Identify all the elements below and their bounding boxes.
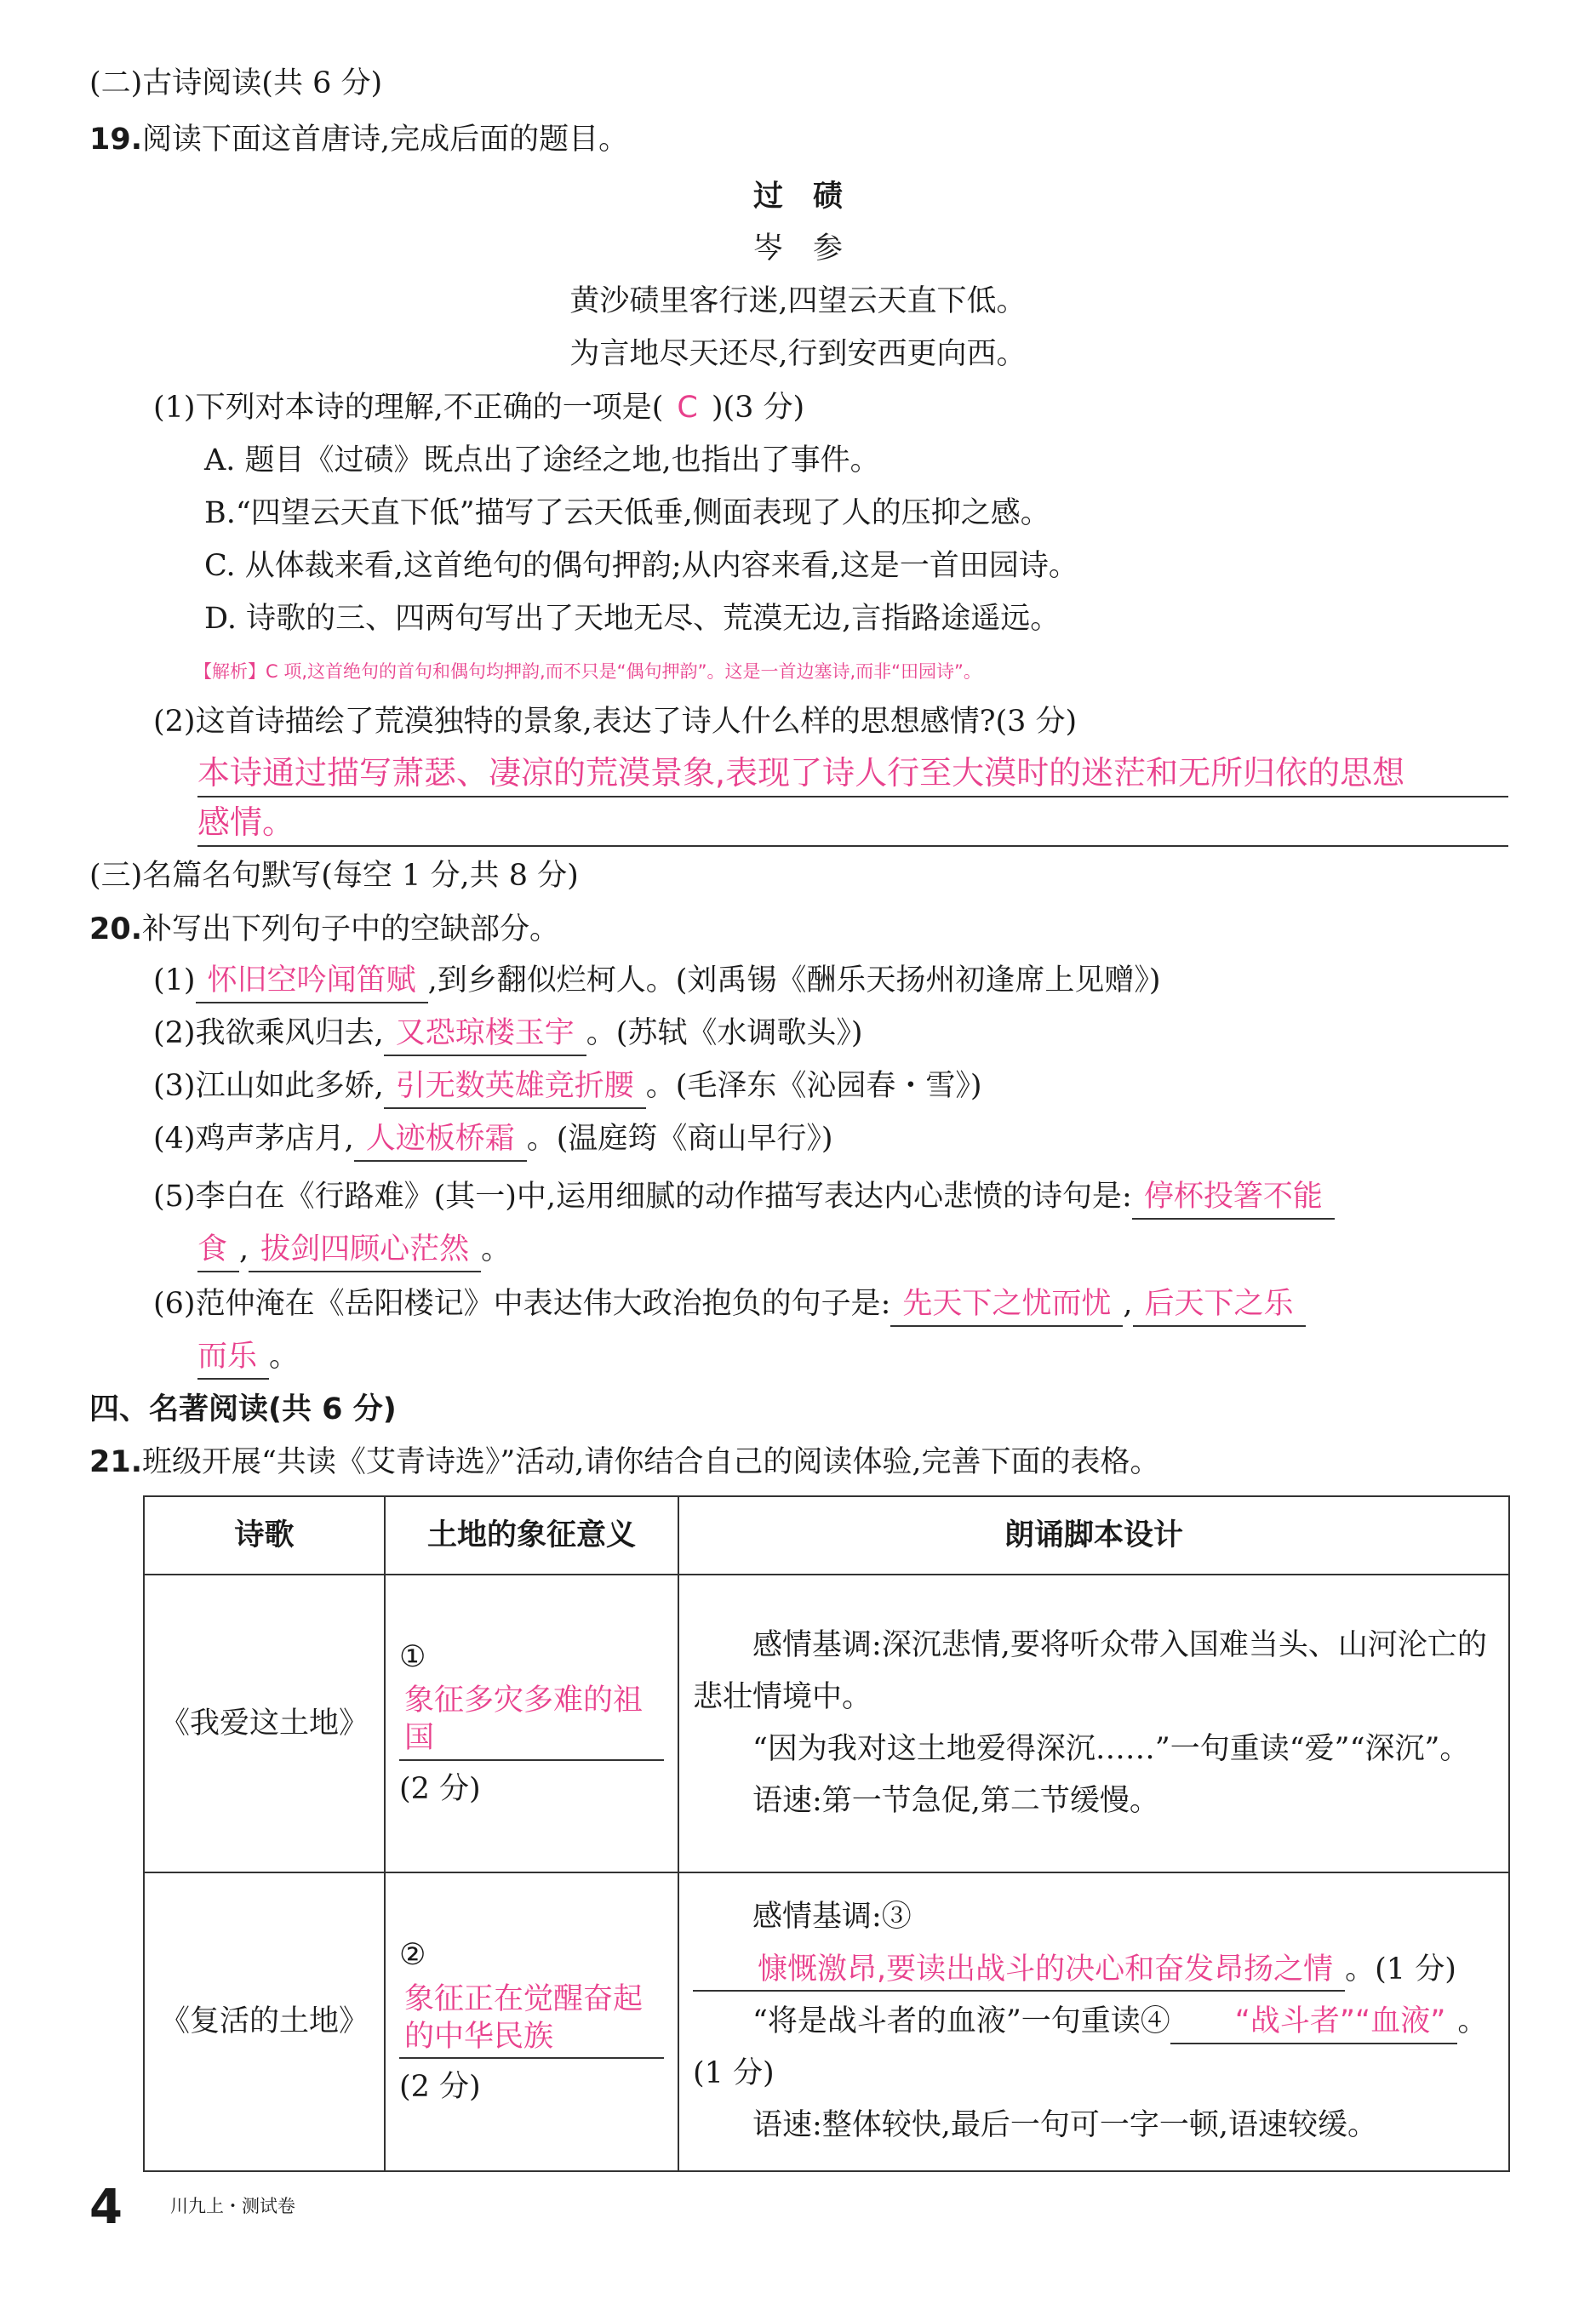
script-line: “因为我对这土地爱得深沉……”一句重读“爱”“深沉”。 xyxy=(752,1732,1470,1766)
poem-author: 岑 参 xyxy=(752,232,843,266)
script-cell xyxy=(678,1872,1509,2171)
fill-answer: 食 xyxy=(197,1232,239,1272)
answer-19-2-line-1: 本诗通过描写萧瑟、凄凉的荒漠景象,表现了诗人行至大漠时的迷茫和无所归依的思想 xyxy=(197,754,1405,792)
fill-answer: 停杯投箸不能 xyxy=(1132,1179,1335,1220)
item-text: (1) xyxy=(153,963,196,998)
fill-item-1 xyxy=(153,958,1161,1003)
question-text: 班级开展“共读《艾青诗选》”活动,请你结合自己的阅读体验,完善下面的表格。 xyxy=(142,1445,1160,1479)
score-text: )(3 分) xyxy=(711,391,805,425)
table-header: 土地的象征意义 xyxy=(385,1496,678,1575)
choice-answer: C xyxy=(677,391,698,425)
script-line xyxy=(693,1891,1495,1996)
item-text: 。(苏轼《水调歌头》) xyxy=(586,1016,863,1050)
script-line: 感情基调:深沉悲情,要将听众带入国难当头、山河沦亡的悲壮情境中。 xyxy=(693,1627,1487,1714)
question-19-2: (2)这首诗描绘了荒漠独特的景象,表达了诗人什么样的思想感情?(3 分) xyxy=(153,705,1078,739)
poem-name-cell: 《我爱这土地》 xyxy=(144,1575,385,1872)
table-header: 朗诵脚本设计 xyxy=(678,1496,1509,1575)
score-text: (2 分) xyxy=(399,2070,481,2105)
fill-answer: 引无数英雄竞折腰 xyxy=(384,1068,646,1109)
fill-answer: 后天下之乐 xyxy=(1133,1286,1306,1327)
script-line: 语速:整体较快,最后一句可一字一顿,语速较缓。 xyxy=(752,2108,1378,2143)
question-text: 阅读下面这首唐诗,完成后面的题目。 xyxy=(142,123,629,157)
footer-label: 川九上・测试卷 xyxy=(170,2196,295,2216)
question-text: 补写出下列句子中的空缺部分。 xyxy=(142,912,560,946)
fill-answer: 拔剑四顾心茫然 xyxy=(249,1232,481,1272)
fill-answer: 人迹板桥霜 xyxy=(354,1121,527,1162)
section-heading-poetry: (二)古诗阅读(共 6 分) xyxy=(89,66,383,100)
question-number: 20. xyxy=(89,912,143,946)
page-number: 4 xyxy=(89,2180,123,2235)
question-text: (1)下列对本诗的理解,不正确的一项是( xyxy=(153,391,664,425)
fill-item-2 xyxy=(153,1011,863,1056)
symbol-cell xyxy=(385,1872,678,2171)
reading-table xyxy=(143,1495,1510,2172)
table-row xyxy=(144,1872,1509,2171)
score-text: (2 分) xyxy=(399,1771,481,1806)
fill-answer: 慷慨激昂,要读出战斗的决心和奋发昂扬之情 xyxy=(693,1952,1345,1992)
poem-line-2: 为言地尽天还尽,行到安西更向西。 xyxy=(569,337,1027,371)
item-text: ,到乡翻似烂柯人。(刘禹锡《酬乐天扬州初逢席上见赠》) xyxy=(427,963,1161,998)
item-text: (4)鸡声茅店月, xyxy=(153,1122,354,1156)
item-text: , xyxy=(239,1232,249,1266)
question-19-1 xyxy=(153,386,804,431)
answer-19-2-line-2: 感情。 xyxy=(197,803,295,841)
option-a: A. 题目《过碛》既点出了途经之地,也指出了事件。 xyxy=(204,443,880,477)
question-20 xyxy=(89,907,559,952)
table-header-row xyxy=(144,1496,1509,1575)
item-text: 。 xyxy=(481,1232,512,1266)
answer-rule xyxy=(197,845,1508,847)
fill-answer: 而乐 xyxy=(197,1339,269,1380)
item-text: (6)范仲淹在《岳阳楼记》中表达伟大政治抱负的句子是: xyxy=(153,1287,891,1321)
option-c: C. 从体裁来看,这首绝句的偶句押韵;从内容来看,这是一首田园诗。 xyxy=(204,549,1078,583)
fill-answer: 象征正在觉醒奋起的中华民族 xyxy=(399,1981,664,2060)
fill-answer: 又恐琼楼玉宇 xyxy=(384,1015,586,1056)
fill-item-5 xyxy=(153,1175,1335,1220)
fill-answer: 象征多灾多难的祖国 xyxy=(399,1683,664,1761)
table-header: 诗歌 xyxy=(144,1496,385,1575)
fill-answer: “战斗者”“血液” xyxy=(1170,2004,1458,2044)
circle-number: ② xyxy=(399,1938,426,1973)
item-text: (3)江山如此多娇, xyxy=(153,1069,384,1103)
item-text: 。 xyxy=(269,1340,300,1374)
item-text: (2)我欲乘风归去, xyxy=(153,1016,384,1050)
item-text: (5)李白在《行路难》(其一)中,运用细腻的动作描写表达内心悲愤的诗句是: xyxy=(153,1180,1132,1214)
question-number: 21. xyxy=(89,1445,143,1479)
script-cell xyxy=(678,1575,1509,1872)
poem-name-cell: 《复活的土地》 xyxy=(144,1872,385,2171)
fill-item-3 xyxy=(153,1064,982,1109)
answer-rule xyxy=(197,796,1508,797)
script-line xyxy=(693,1996,1495,2101)
script-text: “将是战斗者的血液”一句重读④ xyxy=(752,2004,1170,2038)
question-19 xyxy=(89,117,628,163)
option-d: D. 诗歌的三、四两句写出了天地无尽、荒漠无边,言指路途遥远。 xyxy=(204,602,1061,636)
fill-item-5-cont xyxy=(197,1227,511,1272)
poem-line-1: 黄沙碛里客行迷,四望云天直下低。 xyxy=(569,284,1027,318)
option-b: B.“四望云天直下低”描写了云天低垂,侧面表现了人的压抑之感。 xyxy=(204,496,1050,530)
script-text: 感情基调:③ xyxy=(752,1900,912,1935)
question-number: 19. xyxy=(89,123,143,157)
item-text: 。(温庭筠《商山早行》) xyxy=(526,1122,833,1156)
fill-item-4 xyxy=(153,1117,833,1162)
fill-item-6 xyxy=(153,1282,1306,1327)
fill-answer: 怀旧空吟闻笛赋 xyxy=(196,963,428,1003)
symbol-cell xyxy=(385,1575,678,1872)
question-21 xyxy=(89,1440,1160,1485)
poem-title: 过 碛 xyxy=(752,180,843,214)
circle-number: ① xyxy=(399,1639,426,1674)
section-heading-recitation: (三)名篇名句默写(每空 1 分,共 8 分) xyxy=(89,859,579,893)
item-text: , xyxy=(1123,1287,1133,1321)
item-text: 。(毛泽东《沁园春・雪》) xyxy=(645,1069,982,1103)
table-row xyxy=(144,1575,1509,1872)
script-line: 语速:第一节急促,第二节缓慢。 xyxy=(752,1784,1159,1819)
script-text: 。(1 分) xyxy=(1345,1952,1456,1986)
section-heading-classics: 四、名著阅读(共 6 分) xyxy=(89,1392,397,1426)
fill-item-6-cont xyxy=(197,1335,299,1380)
script-text: 。(1 分) xyxy=(693,2004,1488,2091)
analysis-note: 【解析】C 项,这首绝句的首句和偶句均押韵,而不只是“偶句押韵”。这是一首边塞诗,而非“田园诗”。 xyxy=(194,661,981,682)
fill-answer: 先天下之忧而忧 xyxy=(890,1286,1123,1327)
